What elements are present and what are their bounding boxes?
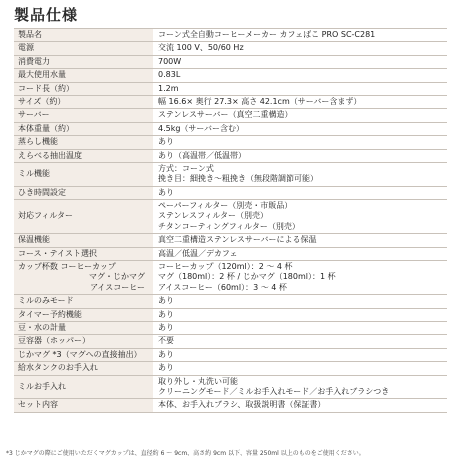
spec-value [153,335,447,348]
spec-label-line: マグ・じかマグ [89,272,145,282]
spec-label-line: 対応フィルター [18,211,74,221]
spec-value [153,261,447,295]
spec-row [14,95,447,108]
spec-value [153,375,447,399]
spec-label [14,261,153,295]
spec-row [14,234,447,247]
spec-label [14,82,153,95]
spec-value-line: 700W [158,56,182,66]
spec-value-line: あり [158,296,174,306]
spec-table-body [14,29,447,413]
spec-value [153,95,447,108]
spec-row [14,136,447,149]
spec-value [153,122,447,135]
spec-row [14,42,447,55]
spec-value-line: 0.83L [158,70,181,80]
spec-label-line: 保温機能 [18,235,50,245]
spec-value [153,362,447,375]
spec-value-line: あり [158,322,174,332]
spec-label-line: コース・テイスト選択 [18,248,97,258]
spec-label [14,321,153,334]
spec-value-line: 4.5kg（サーバー含む） [158,123,245,133]
spec-value-line: 交流 100 V、50/60 Hz [158,43,244,53]
spec-label-line: 最大使用水量 [18,70,66,80]
spec-label-line: ミルのみモード [18,296,74,306]
spec-label [14,55,153,68]
spec-label-line: サーバー [18,110,50,120]
spec-label [14,308,153,321]
spec-label-line: タイマー予約機能 [18,309,82,319]
spec-label-line: ミル機能 [18,169,50,179]
spec-label-line: 蒸らし機能 [18,137,58,147]
spec-label [14,109,153,122]
spec-row [14,162,447,186]
spec-row [14,109,447,122]
spec-row [14,399,447,412]
spec-value [153,234,447,247]
spec-value [153,399,447,412]
spec-value [153,82,447,95]
spec-label-line: 給水タンクのお手入れ [18,363,98,373]
spec-label [14,200,153,234]
spec-value-line: あり [158,349,174,359]
spec-value [153,136,447,149]
spec-label [14,162,153,186]
spec-value [153,247,447,260]
spec-value-line: あり [158,363,174,373]
spec-label [14,362,153,375]
spec-value-line: チタンコーティングフィルター（別売） [158,221,300,231]
spec-row [14,321,447,334]
spec-value-line: 方式：コーン式 [158,163,214,173]
page-title: 製品仕様 [14,6,79,24]
spec-value-line: アイスコーヒー（60ml）：3 〜 4 杯 [158,282,287,292]
spec-label [14,335,153,348]
spec-label [14,136,153,149]
spec-value [153,149,447,162]
spec-value [153,55,447,68]
spec-label [14,247,153,260]
spec-label-line: カップ杯数 コーヒーカップ [18,262,116,272]
spec-value-line: あり [158,309,174,319]
spec-value-line: あり [158,137,174,147]
spec-value-line: ペーパーフィルター（別売・市販品） [158,201,293,211]
spec-label [14,29,153,42]
spec-value [153,69,447,82]
spec-label [14,149,153,162]
spec-label [14,42,153,55]
spec-label [14,399,153,412]
spec-row [14,122,447,135]
spec-table [14,28,447,413]
spec-value-line: 不要 [158,336,174,346]
spec-value-line: 本体、お手入れブラシ、取扱説明書（保証書） [158,400,326,410]
spec-value [153,109,447,122]
spec-row [14,335,447,348]
spec-row [14,247,447,260]
spec-row [14,149,447,162]
spec-value [153,348,447,361]
spec-label-line: 消費電力 [18,56,50,66]
spec-label-line: 電源 [18,43,34,53]
spec-value-line: 真空二重構造ステンレスサーバーによる保温 [158,235,317,245]
spec-value-line: マグ（180ml）：2 杯 / じかマグ（180ml）：1 杯 [158,272,336,282]
spec-row [14,362,447,375]
spec-label-line: コード長（約） [18,83,74,93]
spec-row [14,348,447,361]
spec-label-line: サイズ（約） [18,96,66,106]
spec-value [153,29,447,42]
spec-value [153,308,447,321]
spec-label [14,95,153,108]
spec-label-line: アイスコーヒー [90,282,145,292]
spec-label [14,295,153,308]
spec-value-line: ステンレスサーバー（真空二重構造） [158,110,293,120]
spec-label-line: 本体重量（約） [18,123,74,133]
spec-row [14,186,447,199]
spec-value-line: コーン式全自動コーヒーメーカー カフェばこ PRO SC-C281 [158,30,376,39]
spec-value-line: 高温／低温／デカフェ [158,248,238,258]
spec-label-line: セット内容 [18,400,58,410]
spec-label [14,69,153,82]
spec-value [153,321,447,334]
spec-label [14,348,153,361]
spec-label-line: ミルお手入れ [18,381,66,391]
spec-value-line: 1.2m [158,83,179,93]
spec-value-line: 取り外し・丸洗い可能 [158,376,238,386]
spec-value [153,186,447,199]
spec-value-line: 挽き目：細挽き〜粗挽き（無段階調節可能） [158,174,318,184]
spec-row [14,55,447,68]
spec-row [14,295,447,308]
spec-value [153,200,447,234]
spec-label [14,375,153,399]
spec-value-line: ステンレスフィルター（別売） [158,211,269,221]
spec-row [14,261,447,295]
spec-label-line: 豆・水の計量 [18,322,66,332]
spec-value-line: 幅 16.6× 奥行 27.3× 高さ 42.1cm（サーバー含まず） [158,96,362,106]
spec-value-line: あり [158,187,174,197]
spec-label [14,186,153,199]
spec-label-line: えらべる抽出温度 [18,150,82,160]
spec-value [153,162,447,186]
spec-value-line: コーヒーカップ（120ml）：2 〜 4 杯 [158,262,293,272]
spec-label-line: 製品名 [18,30,42,39]
spec-label-line: 豆容器（ホッパー） [18,336,90,346]
spec-value-line: クリーニングモード／ミルお手入れモード／お手入れブラシつき [158,386,390,396]
spec-label-line: じかマグ *3（マグへの直接抽出） [18,349,142,359]
spec-row [14,200,447,234]
spec-value [153,295,447,308]
spec-value-line: あり（高温帯／低温帯） [158,150,246,160]
spec-row [14,69,447,82]
spec-label [14,122,153,135]
spec-value [153,42,447,55]
spec-row [14,308,447,321]
spec-row [14,82,447,95]
spec-label-line: ひき時間設定 [18,187,66,197]
footnote: *3 じかマグの際にご使用いただくマグカップは、直径約 6 〜 9cm、高さ約 9cm 以下、容量 250ml 以上のものをご使用ください。 [6,450,365,457]
spec-label [14,234,153,247]
spec-row [14,29,447,42]
spec-row [14,375,447,399]
